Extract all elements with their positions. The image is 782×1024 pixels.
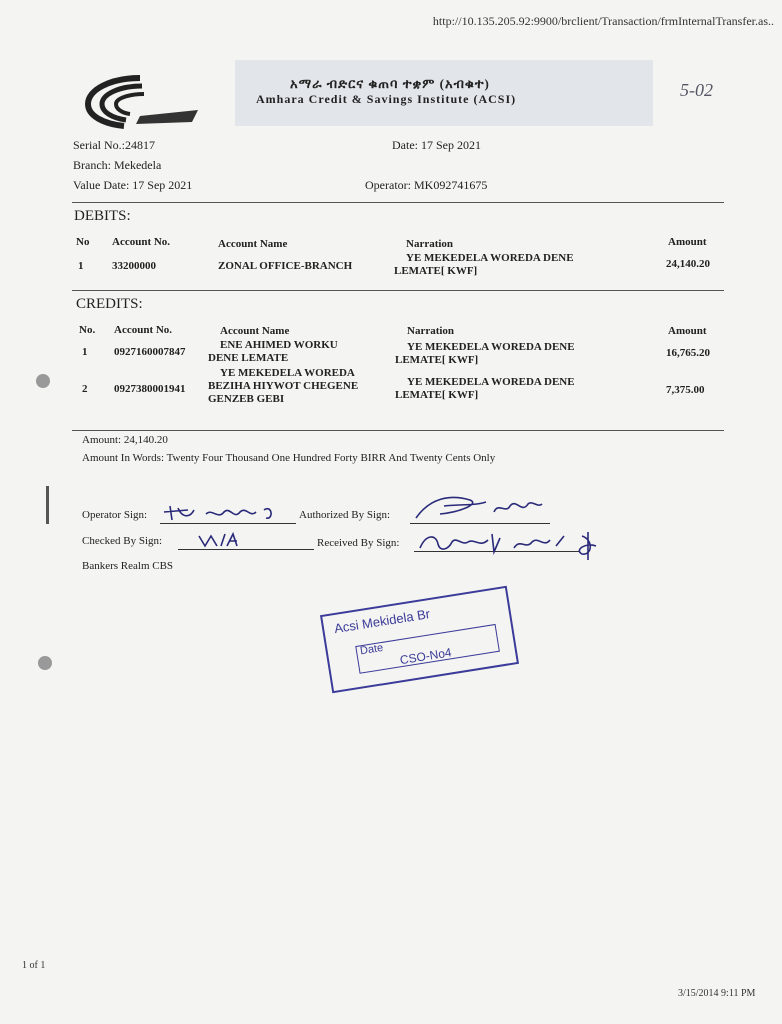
stamp-cso-text: CSO-No4 — [398, 645, 453, 668]
received-sign-label: Received By Sign: — [317, 537, 400, 549]
institution-name-english: Amhara Credit & Savings Institute (ACSI) — [256, 92, 517, 106]
punch-hole — [38, 656, 52, 670]
stamp-date-text: Date — [359, 641, 385, 658]
operator-id: Operator: MK092741675 — [365, 178, 488, 192]
credit-row-2-amount: 7,375.00 — [666, 384, 705, 396]
credit-row-2-no: 2 — [82, 383, 88, 395]
credits-col-amount: Amount — [668, 325, 707, 337]
debits-col-no: No — [76, 236, 90, 248]
debits-title: DEBITS: — [74, 208, 131, 224]
debits-col-account-no: Account No. — [112, 236, 171, 248]
institution-name-amharic: አማራ ብድርና ቁጠባ ተቋም (አብቁተ) — [290, 76, 490, 91]
debit-row-amount: 24,140.20 — [666, 258, 710, 270]
credit-row-1-narration: YE MEKEDELA WOREDA DENE LEMATE[ KWF] — [395, 341, 575, 366]
acsi-logo-icon — [80, 70, 200, 130]
credit-row-1-account-no: 0927160007847 — [114, 346, 186, 358]
transaction-date: Date: 17 Sep 2021 — [392, 138, 481, 152]
checked-sign-label: Checked By Sign: — [82, 535, 163, 547]
debit-row-no: 1 — [78, 260, 84, 272]
credit-row-1-account-name: ENE AHIMED WORKU DENE LEMATE — [208, 339, 338, 364]
credit-row-1-no: 1 — [82, 346, 88, 358]
checked-signature-icon — [195, 528, 245, 550]
source-url: http://10.135.205.92:9900/brclient/Transaction/frmInternalTransfer.as.. — [432, 14, 774, 28]
system-name: Bankers Realm CBS — [82, 560, 174, 572]
authorized-signature-icon — [410, 492, 550, 524]
received-signature-icon — [414, 528, 614, 562]
stamp-branch-text: Acsi Mekidela Br — [333, 606, 432, 637]
credits-col-narration: Narration — [407, 325, 455, 337]
branch-stamp — [320, 586, 519, 694]
print-timestamp: 3/15/2014 9:11 PM — [678, 988, 756, 999]
debit-row-narration: YE MEKEDELA WOREDA DENE LEMATE[ KWF] — [394, 252, 574, 277]
operator-sign-label: Operator Sign: — [82, 509, 148, 521]
debits-col-account-name: Account Name — [218, 238, 288, 250]
credit-row-2-account-no: 0927380001941 — [114, 383, 186, 395]
debits-col-narration: Narration — [406, 238, 454, 250]
credits-col-no: No. — [79, 324, 96, 336]
credit-row-2-account-name: YE MEKEDELA WOREDA BEZIHA HIYWOT CHEGENE GENZEB GEBI — [208, 367, 359, 405]
amount-in-words: Amount In Words: Twenty Four Thousand One Hundred Forty BIRR And Twenty Cents Only — [82, 452, 496, 464]
credits-title: CREDITS: — [76, 296, 143, 312]
total-amount: Amount: 24,140.20 — [82, 434, 168, 446]
credit-row-1-amount: 16,765.20 — [666, 347, 710, 359]
page-count: 1 of 1 — [22, 960, 46, 971]
debits-col-amount: Amount — [668, 236, 707, 248]
credits-col-account-name: Account Name — [220, 325, 290, 337]
branch: Branch: Mekedela — [73, 158, 162, 172]
divider — [72, 290, 724, 291]
punch-hole — [36, 374, 50, 388]
binding-mark — [46, 486, 49, 524]
debit-row-account-no: 33200000 — [112, 260, 156, 272]
credits-col-account-no: Account No. — [114, 324, 173, 336]
operator-signature-icon — [160, 498, 296, 524]
value-date: Value Date: 17 Sep 2021 — [73, 178, 193, 192]
divider — [72, 202, 724, 203]
debit-row-account-name: ZONAL OFFICE-BRANCH — [218, 260, 353, 272]
authorized-sign-label: Authorized By Sign: — [299, 509, 391, 521]
credit-row-2-narration: YE MEKEDELA WOREDA DENE LEMATE[ KWF] — [395, 376, 575, 401]
divider — [72, 430, 724, 431]
serial-number: Serial No.:24817 — [73, 138, 155, 152]
handwritten-note: 5-02 — [680, 80, 713, 100]
